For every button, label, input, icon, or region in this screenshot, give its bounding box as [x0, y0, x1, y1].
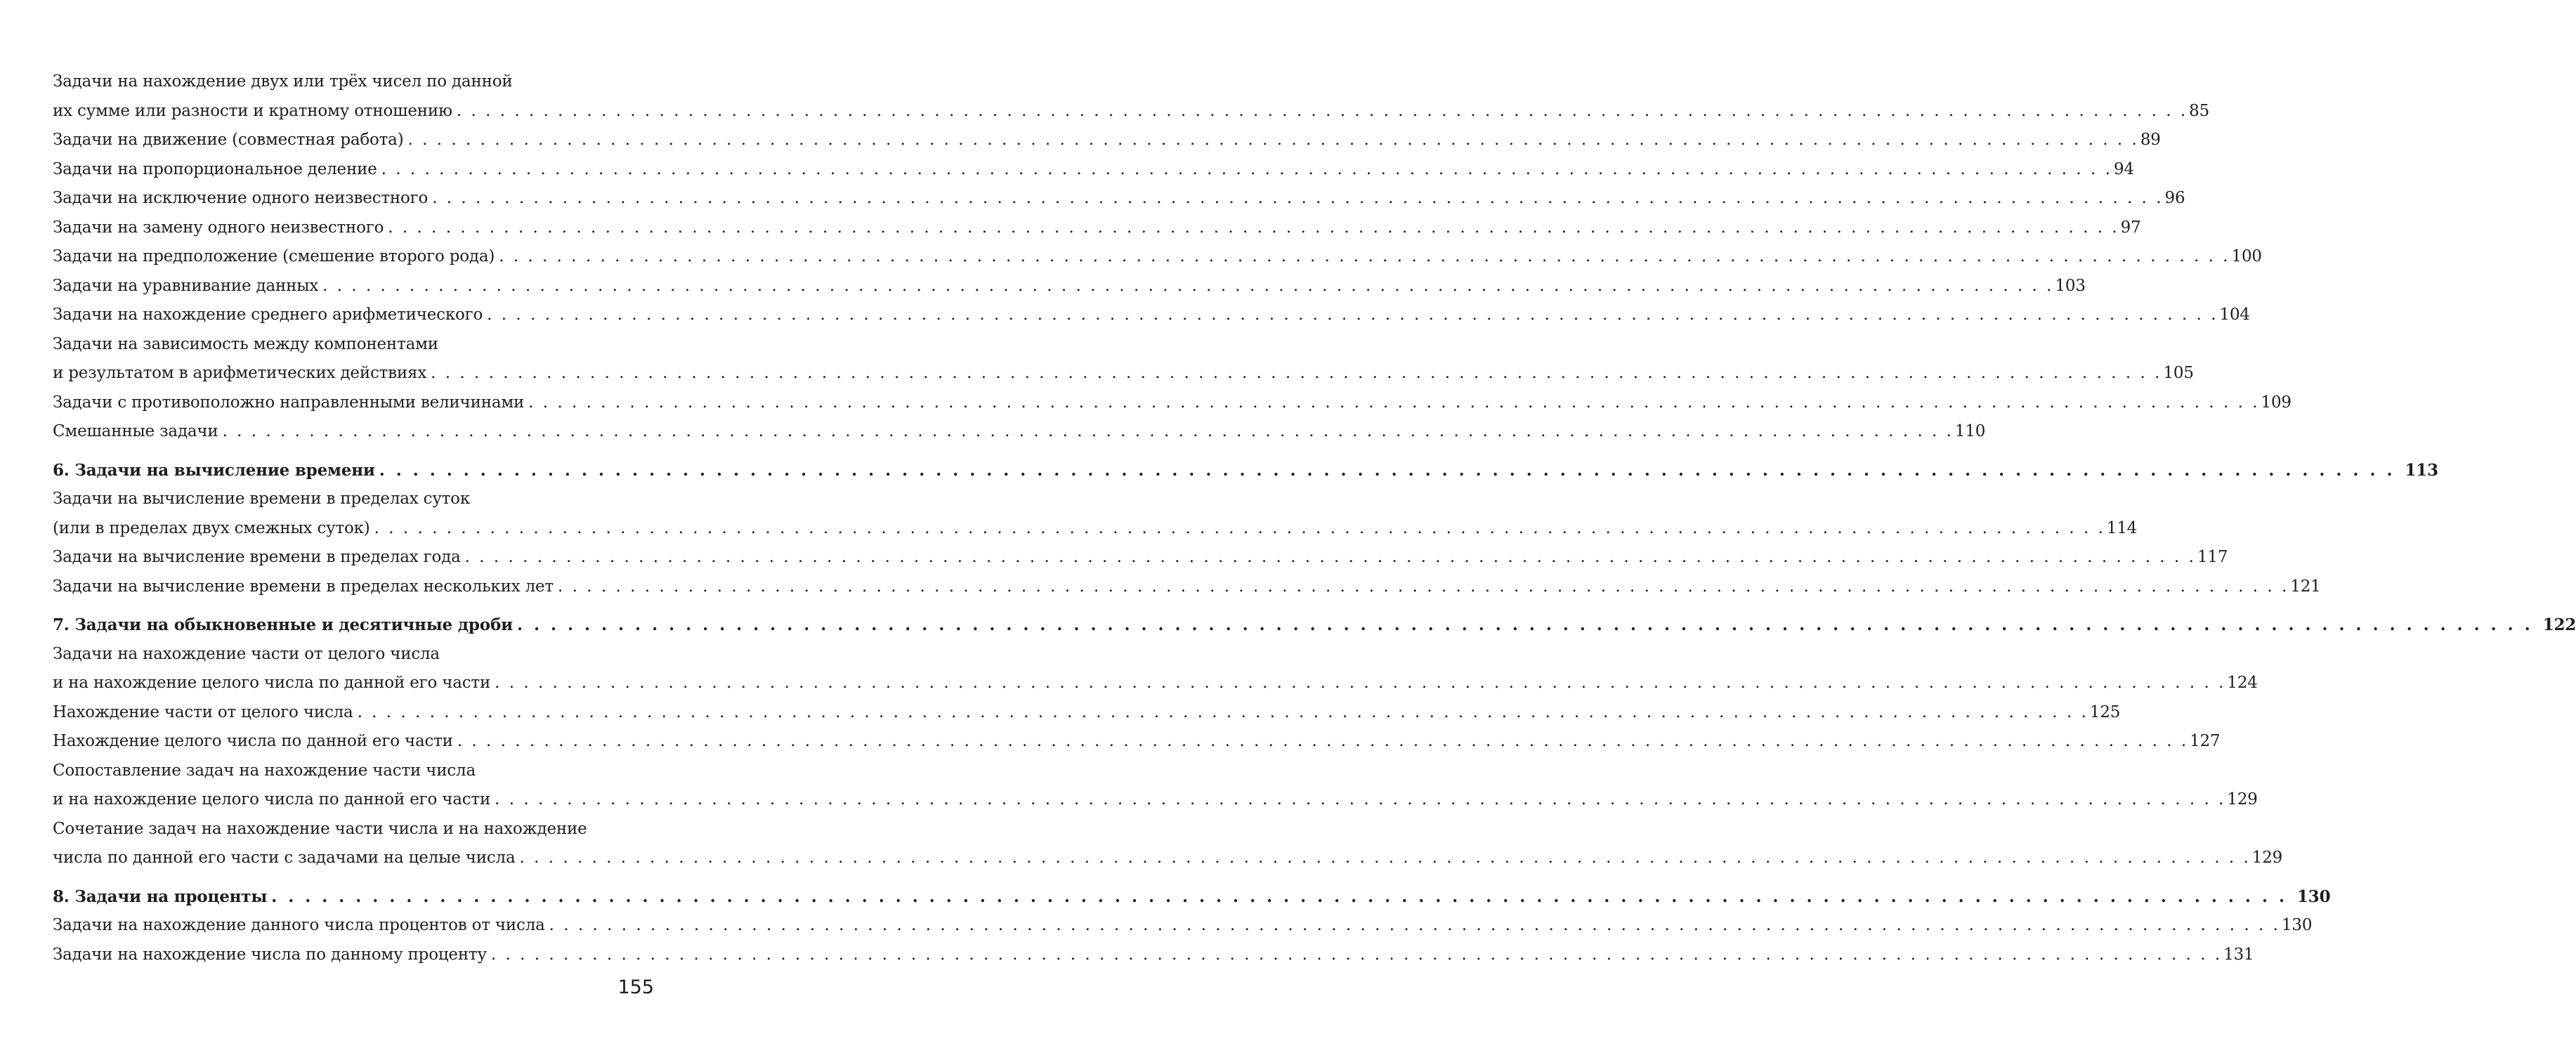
- toc-line: [53, 388, 2291, 418]
- toc-page-number: 89: [2140, 131, 2161, 149]
- toc-page-number: 100: [2231, 247, 2262, 266]
- toc-page-number: 114: [2106, 518, 2138, 537]
- toc-page-number: 105: [2163, 364, 2194, 382]
- leader-dots: . . . . . . . . . . . . . . . . . . . . . . . . . . . . . . . . . . . . . . . . . . . . . . . . . . . . . . . . . . . . . . . . . . . . . . . . . . . . . . . . . . . . . . . . . . . . . . . . . . . . . . . . . . . . . . . . . . . . . . . .: [357, 702, 2088, 721]
- toc-page-number: 96: [2164, 189, 2185, 207]
- toc-line: [53, 698, 2121, 728]
- toc-entry-title: Задачи на пропорциональное деление: [53, 159, 377, 178]
- toc-line: [53, 214, 2141, 243]
- toc-page-number: 110: [1954, 422, 1986, 440]
- toc-entry[interactable]: [53, 214, 2141, 243]
- toc-line: [53, 543, 2228, 573]
- toc-line: [53, 242, 2262, 272]
- leader-dots: . . . . . . . . . . . . . . . . . . . . . . . . . . . . . . . . . . . . . . . . . . . . . . . . . . . . . . . . . . . . . . . . . . . . . . . . . . . . . . . . . . . . . . . . . . . . . . . . . . . . . . . . . . . . . . . . . . . . . . . .: [495, 790, 2226, 809]
- toc-entry-title: Сочетание задач на нахождение части числа и на нахождение: [53, 819, 587, 838]
- leader-dots: . . . . . . . . . . . . . . . . . . . . . . . . . . . . . . . . . . . . . . . . . . . . . . . . . . . . . . . . . . . . . . . . . . . . . . . . . . . . . . . . . . . . . . . . . . . . . . . . . . . . . . . . . . . . . . . . . . . . . . . .: [528, 393, 2260, 412]
- toc-page-number: 103: [2055, 276, 2086, 295]
- toc-entry-title: Задачи на уравнивание данных: [53, 276, 319, 295]
- toc-entry-title: Сопоставление задач на нахождение части числа: [53, 761, 476, 780]
- toc-entry[interactable]: [53, 727, 2221, 757]
- leader-dots: . . . . . . . . . . . . . . . . . . . . . . . . . . . . . . . . . . . . . . . . . . . . . . . . . . . . . . . . . . . . . . . . . . . . . . . . . . . . . . . . . . . . . . . . . . . . . . . . . . . . . . . . . . . . . . . . . . . . . . . .: [495, 674, 2226, 692]
- toc-page-number: 129: [2227, 790, 2258, 809]
- toc-entry[interactable]: [53, 911, 2313, 941]
- toc-entry-title: (или в пределах двух смежных суток): [53, 518, 370, 537]
- toc-chapter[interactable]: [53, 882, 2331, 912]
- toc-page-number: 121: [2290, 577, 2321, 596]
- toc-entry[interactable]: [53, 330, 2194, 388]
- toc-line: [53, 155, 2134, 185]
- toc-line: [53, 485, 652, 514]
- leader-dots: . . . . . . . . . . . . . . . . . . . . . . . . . . . . . . . . . . . . . . . . . . . . . . . . . . . . . . . . . . . . . . . . . . . . . . . . . . . . . . . . . . . . . . . . . . . . . . . . . . . . . . . . . . . . . . . . . . . . . . . .: [407, 131, 2139, 149]
- toc-line: [53, 573, 2321, 602]
- toc-entry-title: Задачи на нахождение среднего арифметического: [53, 306, 483, 324]
- toc-entry-title: 8. Задачи на проценты: [53, 887, 268, 906]
- toc-entry-title: Задачи на замену одного неизвестного: [53, 218, 384, 237]
- toc-entry[interactable]: [53, 417, 1986, 447]
- toc-line: [53, 669, 2258, 698]
- toc-page-number: 130: [2281, 916, 2313, 934]
- toc-page-number: 97: [2120, 218, 2141, 237]
- toc-line: [53, 184, 2185, 214]
- toc-line: [53, 610, 2576, 640]
- leader-dots: . . . . . . . . . . . . . . . . . . . . . . . . . . . . . . . . . . . . . . . . . . . . . . . . . . . . . . . . . . . . . . . . . . . . . . . . . . . . . . . . . . . . . . . . . . . . . . . . . . . . . . . . . . . . . . . . . . . . . . . .: [519, 849, 2251, 867]
- toc-entry-title: их сумме или разности и кратному отношению: [53, 101, 452, 120]
- leader-dots: . . . . . . . . . . . . . . . . . . . . . . . . . . . . . . . . . . . . . . . . . . . . . . . . . . . . . . . . . . . . . . . . . . . . . . . . . . . . . . . . . . . . . . . . . . . . . . . . . . . . . . . . . . . . . . . . . . . . . . . .: [388, 218, 2119, 237]
- toc-line: [53, 514, 2138, 544]
- toc-entry-title: Задачи с противоположно направленными величинами: [53, 393, 525, 412]
- toc-entry-title: Задачи на нахождение данного числа процентов от числа: [53, 916, 545, 934]
- leader-dots: . . . . . . . . . . . . . . . . . . . . . . . . . . . . . . . . . . . . . . . . . . . . . . . . . . . . . . . . . . . . . . . . . . . . . . . . . . . . . . . . . . . . . . . . . . . . . . . . . . . . . . . . . . . . . . . . . . . . . . . .: [322, 276, 2054, 295]
- toc-line: [53, 727, 2221, 757]
- toc-entry[interactable]: [53, 272, 2086, 301]
- toc-entry-title: 7. Задачи на обыкновенные и десятичные дроби: [53, 615, 513, 634]
- toc-line: [53, 126, 2161, 155]
- toc-entry-title: Задачи на предположение (смешение второго рода): [53, 247, 495, 266]
- toc-entry-title: и на нахождение целого числа по данной его части: [53, 674, 491, 692]
- toc-entry[interactable]: [53, 485, 2138, 543]
- toc-line: [53, 785, 2258, 815]
- leader-dots: . . . . . . . . . . . . . . . . . . . . . . . . . . . . . . . . . . . . . . . . . . . . . . . . . . . . . . . . . . . . . . . . . . . . . . . . . . . . . . . . . . . . . . . . . . . . . . . . . . . . . . . . . . . . . . . . . . . . . . . .: [499, 247, 2230, 266]
- toc-entry-title: Задачи на вычисление времени в пределах нескольких лет: [53, 577, 554, 596]
- leader-dots: . . . . . . . . . . . . . . . . . . . . . . . . . . . . . . . . . . . . . . . . . . . . . . . . . . . . . . . . . . . . . . . . . . . . . . . . . . . . . . . . . . . . . . . . . . . . . . . . . . . . . . . . . . . . . . . . . . . . . . . .: [374, 518, 2105, 537]
- toc-entry-title: Задачи на зависимость между компонентами: [53, 334, 438, 353]
- leader-dots: . . . . . . . . . . . . . . . . . . . . . . . . . . . . . . . . . . . . . . . . . . . . . . . . . . . . . . . . . . . . . . . . . . . . . . . . . . . . . . . . . . . . . . . . . . . . . . . . . . . . . . . . . . . . . . . . . . . . . . . .: [516, 615, 2533, 634]
- toc-line: [53, 272, 2086, 301]
- toc-entry[interactable]: [53, 155, 2134, 185]
- toc-entry-title: Нахождение части от целого числа: [53, 702, 353, 721]
- leader-dots: . . . . . . . . . . . . . . . . . . . . . . . . . . . . . . . . . . . . . . . . . . . . . . . . . . . . . . . . . . . . . . . . . . . . . . . . . . . . . . . . . . . . . . . . . . . . . . . . . . . . . . . . . . . . . . . . . . . . . . . .: [222, 422, 1954, 440]
- toc-page-number: 104: [2219, 306, 2250, 324]
- toc-entry[interactable]: [53, 941, 2254, 970]
- toc-page-number: 113: [2405, 460, 2438, 480]
- toc-entry-title: Задачи на вычисление времени в пределах года: [53, 548, 461, 566]
- toc-entry-title: числа по данной его части с задачами на целые числа: [53, 849, 516, 867]
- toc-page-number: 125: [2089, 702, 2121, 721]
- toc-chapter[interactable]: [53, 456, 2438, 485]
- toc-entry[interactable]: [53, 301, 2250, 330]
- leader-dots: . . . . . . . . . . . . . . . . . . . . . . . . . . . . . . . . . . . . . . . . . . . . . . . . . . . . . . . . . . . . . . . . . . . . . . . . . . . . . . . . . . . . . . . . . . . . . . . . . . . . . . . . . . . . . . . . . . . . . . . .: [456, 101, 2188, 120]
- leader-dots: . . . . . . . . . . . . . . . . . . . . . . . . . . . . . . . . . . . . . . . . . . . . . . . . . . . . . . . . . . . . . . . . . . . . . . . . . . . . . . . . . . . . . . . . . . . . . . . . . . . . . . . . . . . . . . . . . . . . . . . .: [464, 548, 2196, 566]
- toc-line: [53, 330, 652, 360]
- toc-entry-title: 6. Задачи на вычисление времени: [53, 460, 375, 480]
- toc-entry[interactable]: [53, 388, 2291, 418]
- toc-line: [53, 97, 2210, 126]
- leader-dots: . . . . . . . . . . . . . . . . . . . . . . . . . . . . . . . . . . . . . . . . . . . . . . . . . . . . . . . . . . . . . . . . . . . . . . . . . . . . . . . . . . . . . . . . . . . . . . . . . . . . . . . . . . . . . . . . . . . . . . . .: [271, 887, 2287, 906]
- toc-page-number: 122: [2542, 615, 2576, 634]
- toc-entry-title: Задачи на вычисление времени в пределах суток: [53, 490, 471, 508]
- toc-page-number: 131: [2223, 945, 2254, 964]
- toc-entry[interactable]: [53, 815, 2283, 873]
- toc-entry-title: Задачи на нахождение числа по данному проценту: [53, 945, 487, 964]
- toc-entry[interactable]: [53, 126, 2161, 155]
- toc-entry-title: Задачи на исключение одного неизвестного: [53, 189, 429, 207]
- toc-entry[interactable]: [53, 573, 2321, 602]
- toc-entry-title: Нахождение целого числа по данной его части: [53, 732, 453, 750]
- toc-page-number: 109: [2261, 393, 2291, 412]
- toc-page-number: 94: [2113, 159, 2134, 178]
- leader-dots: . . . . . . . . . . . . . . . . . . . . . . . . . . . . . . . . . . . . . . . . . . . . . . . . . . . . . . . . . . . . . . . . . . . . . . . . . . . . . . . . . . . . . . . . . . . . . . . . . . . . . . . . . . . . . . . . . . . . . . . .: [381, 159, 2112, 178]
- toc-entry-title: Задачи на нахождение части от целого числа: [53, 644, 440, 663]
- toc-entry[interactable]: [53, 184, 2185, 214]
- toc-entry-title: и результатом в арифметических действиях: [53, 364, 427, 382]
- toc-page-number: 117: [2197, 548, 2228, 566]
- toc-line: [53, 757, 652, 786]
- toc-line: [53, 301, 2250, 330]
- toc-line: [53, 417, 1986, 447]
- toc-entry[interactable]: [53, 640, 2258, 698]
- toc-line: [53, 359, 2194, 388]
- toc-page-number: 85: [2189, 101, 2210, 120]
- toc-line: [53, 456, 2438, 485]
- leader-dots: . . . . . . . . . . . . . . . . . . . . . . . . . . . . . . . . . . . . . . . . . . . . . . . . . . . . . . . . . . . . . . . . . . . . . . . . . . . . . . . . . . . . . . . . . . . . . . . . . . . . . . . . . . . . . . . . . . . . . . . .: [432, 189, 2164, 207]
- toc-line: [53, 882, 2331, 912]
- toc-entry-title: Смешанные задачи: [53, 422, 218, 440]
- toc-line: [53, 67, 652, 97]
- toc-line: [53, 815, 652, 844]
- leader-dots: . . . . . . . . . . . . . . . . . . . . . . . . . . . . . . . . . . . . . . . . . . . . . . . . . . . . . . . . . . . . . . . . . . . . . . . . . . . . . . . . . . . . . . . . . . . . . . . . . . . . . . . . . . . . . . . . . . . . . . . .: [379, 460, 2395, 480]
- toc-entry[interactable]: [53, 242, 2262, 272]
- toc-entry[interactable]: [53, 757, 2258, 815]
- toc-line: [53, 844, 2283, 873]
- toc-entry-title: Задачи на движение (совместная работа): [53, 131, 404, 149]
- toc-entry[interactable]: [53, 698, 2121, 728]
- leader-dots: . . . . . . . . . . . . . . . . . . . . . . . . . . . . . . . . . . . . . . . . . . . . . . . . . . . . . . . . . . . . . . . . . . . . . . . . . . . . . . . . . . . . . . . . . . . . . . . . . . . . . . . . . . . . . . . . . . . . . . . .: [490, 945, 2223, 964]
- toc-line: [53, 640, 652, 669]
- leader-dots: . . . . . . . . . . . . . . . . . . . . . . . . . . . . . . . . . . . . . . . . . . . . . . . . . . . . . . . . . . . . . . . . . . . . . . . . . . . . . . . . . . . . . . . . . . . . . . . . . . . . . . . . . . . . . . . . . . . . . . . .: [557, 577, 2289, 596]
- page-number: 155: [617, 976, 654, 998]
- toc-page-number: 130: [2296, 887, 2331, 906]
- leader-dots: . . . . . . . . . . . . . . . . . . . . . . . . . . . . . . . . . . . . . . . . . . . . . . . . . . . . . . . . . . . . . . . . . . . . . . . . . . . . . . . . . . . . . . . . . . . . . . . . . . . . . . . . . . . . . . . . . . . . . . . .: [457, 732, 2189, 750]
- toc-line: [53, 941, 2254, 970]
- toc-page-number: 124: [2227, 674, 2258, 692]
- leader-dots: . . . . . . . . . . . . . . . . . . . . . . . . . . . . . . . . . . . . . . . . . . . . . . . . . . . . . . . . . . . . . . . . . . . . . . . . . . . . . . . . . . . . . . . . . . . . . . . . . . . . . . . . . . . . . . . . . . . . . . . .: [549, 916, 2280, 934]
- leader-dots: . . . . . . . . . . . . . . . . . . . . . . . . . . . . . . . . . . . . . . . . . . . . . . . . . . . . . . . . . . . . . . . . . . . . . . . . . . . . . . . . . . . . . . . . . . . . . . . . . . . . . . . . . . . . . . . . . . . . . . . .: [431, 364, 2162, 382]
- leader-dots: . . . . . . . . . . . . . . . . . . . . . . . . . . . . . . . . . . . . . . . . . . . . . . . . . . . . . . . . . . . . . . . . . . . . . . . . . . . . . . . . . . . . . . . . . . . . . . . . . . . . . . . . . . . . . . . . . . . . . . . .: [487, 306, 2218, 324]
- toc-chapter[interactable]: [53, 610, 2576, 640]
- toc-line: [53, 911, 2313, 941]
- table-of-contents: [53, 67, 2576, 969]
- toc-entry-title: Задачи на нахождение двух или трёх чисел по данной: [53, 72, 513, 91]
- toc-entry-title: и на нахождение целого числа по данной его части: [53, 790, 491, 809]
- toc-page-number: 127: [2190, 732, 2221, 750]
- toc-entry[interactable]: [53, 543, 2228, 573]
- toc-page-number: 129: [2251, 849, 2283, 867]
- toc-entry[interactable]: [53, 67, 2210, 126]
